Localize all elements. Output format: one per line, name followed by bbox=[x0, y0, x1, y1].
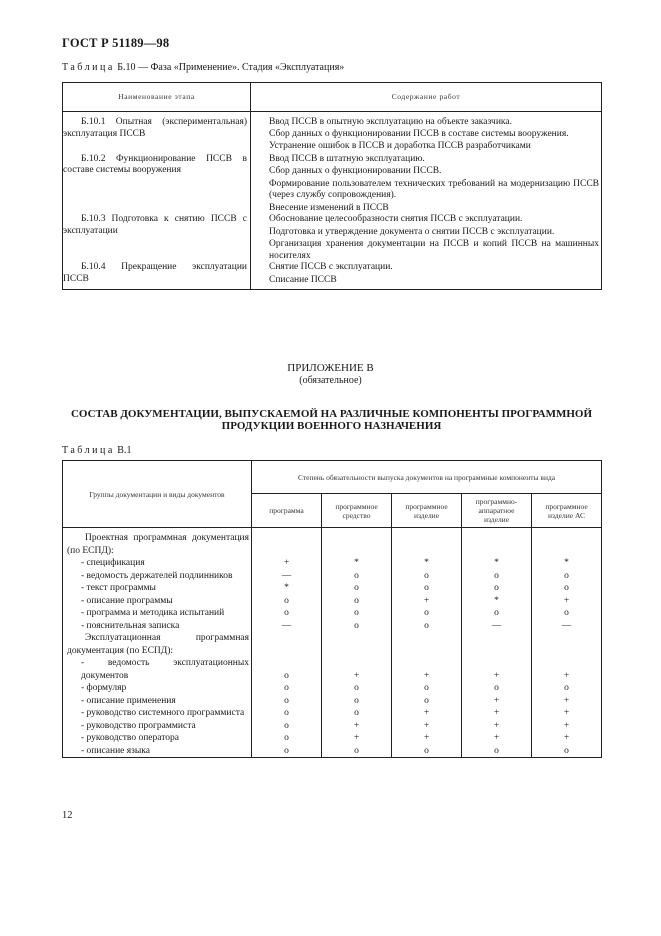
table-row bbox=[63, 214, 602, 262]
degree-cell: — bbox=[252, 620, 322, 633]
degree-cell: o bbox=[532, 682, 602, 695]
degree-cell: o bbox=[462, 570, 532, 583]
degree-cell: — bbox=[252, 570, 322, 583]
table-row bbox=[63, 607, 602, 620]
degree-cell: o bbox=[392, 620, 462, 633]
degree-cell: o bbox=[462, 607, 532, 620]
table-b1 bbox=[62, 460, 602, 758]
degree-cell: + bbox=[462, 707, 532, 720]
works-cell bbox=[251, 262, 602, 290]
table-b1-body bbox=[63, 528, 602, 758]
degree-cell: o bbox=[322, 595, 392, 608]
degree-cell: + bbox=[392, 732, 462, 745]
degree-cell bbox=[392, 528, 462, 558]
table-row bbox=[63, 528, 602, 558]
degree-cell: o bbox=[252, 720, 322, 733]
degree-cell bbox=[532, 528, 602, 558]
degree-cell: o bbox=[252, 745, 322, 758]
degree-cell bbox=[532, 632, 602, 657]
stage-cell: Б.10.4 Прекращение эксплуатации ПССВ bbox=[63, 262, 251, 290]
degree-cell: o bbox=[392, 695, 462, 708]
degree-cell: + bbox=[532, 707, 602, 720]
degree-cell: * bbox=[462, 595, 532, 608]
doc-group-cell: - описание применения bbox=[63, 695, 252, 708]
doc-group-cell: - пояснительная записка bbox=[63, 620, 252, 633]
work-item: Организация хранения документации на ПССВ и копий ПССВ на машинных носителях bbox=[269, 239, 599, 261]
degree-cell bbox=[252, 528, 322, 558]
degree-cell: * bbox=[252, 582, 322, 595]
doc-group-cell: - программа и методика испытаний bbox=[63, 607, 252, 620]
table-b10-col-works: Содержание работ bbox=[251, 83, 602, 112]
degree-cell: + bbox=[462, 720, 532, 733]
degree-cell bbox=[462, 632, 532, 657]
table-row bbox=[63, 582, 602, 595]
degree-cell: + bbox=[532, 732, 602, 745]
degree-cell: o bbox=[322, 745, 392, 758]
doc-group-cell: - описание программы bbox=[63, 595, 252, 608]
degree-cell: o bbox=[252, 607, 322, 620]
works-cell bbox=[251, 153, 602, 215]
table-row bbox=[63, 732, 602, 745]
appendix-heading-line-1: СОСТАВ ДОКУМЕНТАЦИИ, ВЫПУСКАЕМОЙ НА РАЗЛИЧНЫЕ КОМПОНЕНТЫ ПРОГРАММНОЙ bbox=[70, 408, 593, 420]
degree-cell: + bbox=[532, 695, 602, 708]
degree-cell: + bbox=[532, 720, 602, 733]
degree-cell: — bbox=[462, 620, 532, 633]
appendix-subtitle: (обязательное) bbox=[299, 375, 362, 386]
degree-cell: + bbox=[462, 695, 532, 708]
work-item: Формирование пользователем технических требований на модернизацию ПССВ (через службу сопровождения). bbox=[269, 178, 599, 200]
table-b1-group-header: Группы документации и виды документов bbox=[63, 461, 252, 528]
degree-cell: + bbox=[322, 720, 392, 733]
doc-group-cell: - описание языка bbox=[63, 745, 252, 758]
degree-cell: o bbox=[532, 582, 602, 595]
work-item: Списание ПССВ bbox=[269, 274, 337, 285]
degree-cell: + bbox=[532, 657, 602, 682]
work-item: Обоснование целесообразности снятия ПССВ с эксплуатации. bbox=[269, 214, 523, 224]
degree-cell: * bbox=[532, 557, 602, 570]
degree-cell: * bbox=[462, 557, 532, 570]
degree-cell: o bbox=[532, 570, 602, 583]
appendix-title: ПРИЛОЖЕНИЕ В bbox=[287, 362, 374, 374]
degree-cell: o bbox=[322, 570, 392, 583]
appendix-heading-line-2: ПРОДУКЦИИ ВОЕННОГО НАЗНАЧЕНИЯ bbox=[221, 420, 442, 432]
degree-cell: o bbox=[532, 745, 602, 758]
doc-group-cell: - текст программы bbox=[63, 582, 252, 595]
stage-cell: Б.10.1 Опытная (экспериментальная) эксплуатация ПССВ bbox=[63, 112, 251, 153]
degree-cell: + bbox=[322, 657, 392, 682]
table-b1-caption-prefix: Таблица bbox=[62, 445, 115, 456]
degree-cell bbox=[462, 528, 532, 558]
degree-cell: o bbox=[392, 745, 462, 758]
table-row bbox=[63, 262, 602, 290]
table-b1-col-header: программное средство bbox=[322, 494, 392, 528]
work-item: Сбор данных о функционировании ПССВ в составе системы вооружения. bbox=[269, 128, 569, 139]
doc-group-cell: - ведомость держателей подлинников bbox=[63, 570, 252, 583]
doc-group-cell: - формуляр bbox=[63, 682, 252, 695]
degree-cell: o bbox=[252, 682, 322, 695]
degree-cell: o bbox=[532, 607, 602, 620]
table-b10 bbox=[62, 82, 602, 290]
degree-cell: o bbox=[392, 607, 462, 620]
doc-group-cell: - руководство системного программиста bbox=[63, 707, 252, 720]
work-item: Подготовка и утверждение документа о снятии ПССВ с эксплуатации. bbox=[269, 226, 555, 237]
table-b1-col-header: программно-аппаратное изделие bbox=[462, 494, 532, 528]
table-b1-degree-header: Степень обязательности выпуска документов на программные компоненты вида bbox=[252, 461, 602, 494]
degree-cell: + bbox=[392, 657, 462, 682]
table-row bbox=[63, 682, 602, 695]
doc-group-cell: - руководство программиста bbox=[63, 720, 252, 733]
degree-cell bbox=[322, 632, 392, 657]
degree-cell: o bbox=[392, 682, 462, 695]
table-b1-caption-text: В.1 bbox=[114, 445, 132, 456]
degree-cell: + bbox=[392, 720, 462, 733]
table-b1-col-header: программное изделие АС bbox=[532, 494, 602, 528]
degree-cell: o bbox=[322, 695, 392, 708]
table-b10-caption-text: Б.10 — Фаза «Применение». Стадия «Эксплуатация» bbox=[114, 62, 345, 73]
degree-cell: o bbox=[392, 570, 462, 583]
table-b1-col-header: программное изделие bbox=[392, 494, 462, 528]
table-row bbox=[63, 745, 602, 758]
table-row bbox=[63, 557, 602, 570]
page-number: 12 bbox=[62, 810, 73, 821]
table-row bbox=[63, 570, 602, 583]
degree-cell: + bbox=[392, 707, 462, 720]
degree-cell: * bbox=[392, 557, 462, 570]
doc-group-cell: Эксплуатационная программная документация (по ЕСПД): bbox=[63, 632, 252, 657]
degree-cell: o bbox=[252, 732, 322, 745]
degree-cell: o bbox=[462, 682, 532, 695]
degree-cell: o bbox=[322, 620, 392, 633]
degree-cell: o bbox=[462, 582, 532, 595]
work-item: Сбор данных о функционировании ПССВ. bbox=[269, 166, 442, 176]
work-item: Устранение ошибок в ПССВ и доработка ПССВ разработчиками bbox=[269, 141, 531, 151]
degree-cell: + bbox=[462, 657, 532, 682]
table-row bbox=[63, 595, 602, 608]
works-cell bbox=[251, 214, 602, 262]
work-item: Ввод ПССВ в опытную эксплуатацию на объекте заказчика. bbox=[269, 117, 512, 127]
table-row bbox=[63, 657, 602, 682]
degree-cell: o bbox=[322, 582, 392, 595]
degree-cell: o bbox=[462, 745, 532, 758]
stage-cell: Б.10.3 Подготовка к снятию ПССВ с эксплуатации bbox=[63, 214, 251, 262]
table-row bbox=[63, 707, 602, 720]
table-row bbox=[63, 153, 602, 215]
work-item: Снятие ПССВ с эксплуатации. bbox=[269, 262, 393, 272]
degree-cell: o bbox=[322, 682, 392, 695]
doc-group-cell: - ведомость эксплуатационных документов bbox=[63, 657, 252, 682]
table-b10-caption-prefix: Таблица bbox=[62, 62, 115, 73]
works-cell bbox=[251, 112, 602, 153]
table-row bbox=[63, 112, 602, 153]
degree-cell: o bbox=[322, 707, 392, 720]
degree-cell bbox=[252, 632, 322, 657]
degree-cell bbox=[322, 528, 392, 558]
degree-cell: o bbox=[392, 582, 462, 595]
table-row bbox=[63, 620, 602, 633]
degree-cell: + bbox=[322, 732, 392, 745]
degree-cell: o bbox=[252, 657, 322, 682]
table-row bbox=[63, 720, 602, 733]
table-b10-col-stage: Наименование этапа bbox=[63, 83, 251, 112]
degree-cell: * bbox=[322, 557, 392, 570]
doc-group-cell: - руководство оператора bbox=[63, 732, 252, 745]
doc-group-cell: Проектная программная документация (по ЕСПД): bbox=[63, 528, 252, 558]
table-row bbox=[63, 632, 602, 657]
table-b1-caption bbox=[62, 445, 131, 456]
degree-cell: + bbox=[532, 595, 602, 608]
degree-cell bbox=[392, 632, 462, 657]
doc-group-cell: - спецификация bbox=[63, 557, 252, 570]
table-b10-caption bbox=[62, 62, 344, 73]
table-row bbox=[63, 695, 602, 708]
work-item: Ввод ПССВ в штатную эксплуатацию. bbox=[269, 153, 425, 164]
degree-cell: + bbox=[462, 732, 532, 745]
degree-cell: o bbox=[252, 695, 322, 708]
stage-cell: Б.10.2 Функционирование ПССВ в составе системы вооружения bbox=[63, 153, 251, 215]
degree-cell: o bbox=[322, 607, 392, 620]
degree-cell: + bbox=[392, 595, 462, 608]
degree-cell: o bbox=[252, 707, 322, 720]
degree-cell: o bbox=[252, 595, 322, 608]
document-number: ГОСТ Р 51189—98 bbox=[62, 36, 170, 50]
degree-cell: + bbox=[252, 557, 322, 570]
table-b1-col-header: программа bbox=[252, 494, 322, 528]
degree-cell: — bbox=[532, 620, 602, 633]
work-item: Внесение изменений в ПССВ bbox=[269, 202, 389, 213]
